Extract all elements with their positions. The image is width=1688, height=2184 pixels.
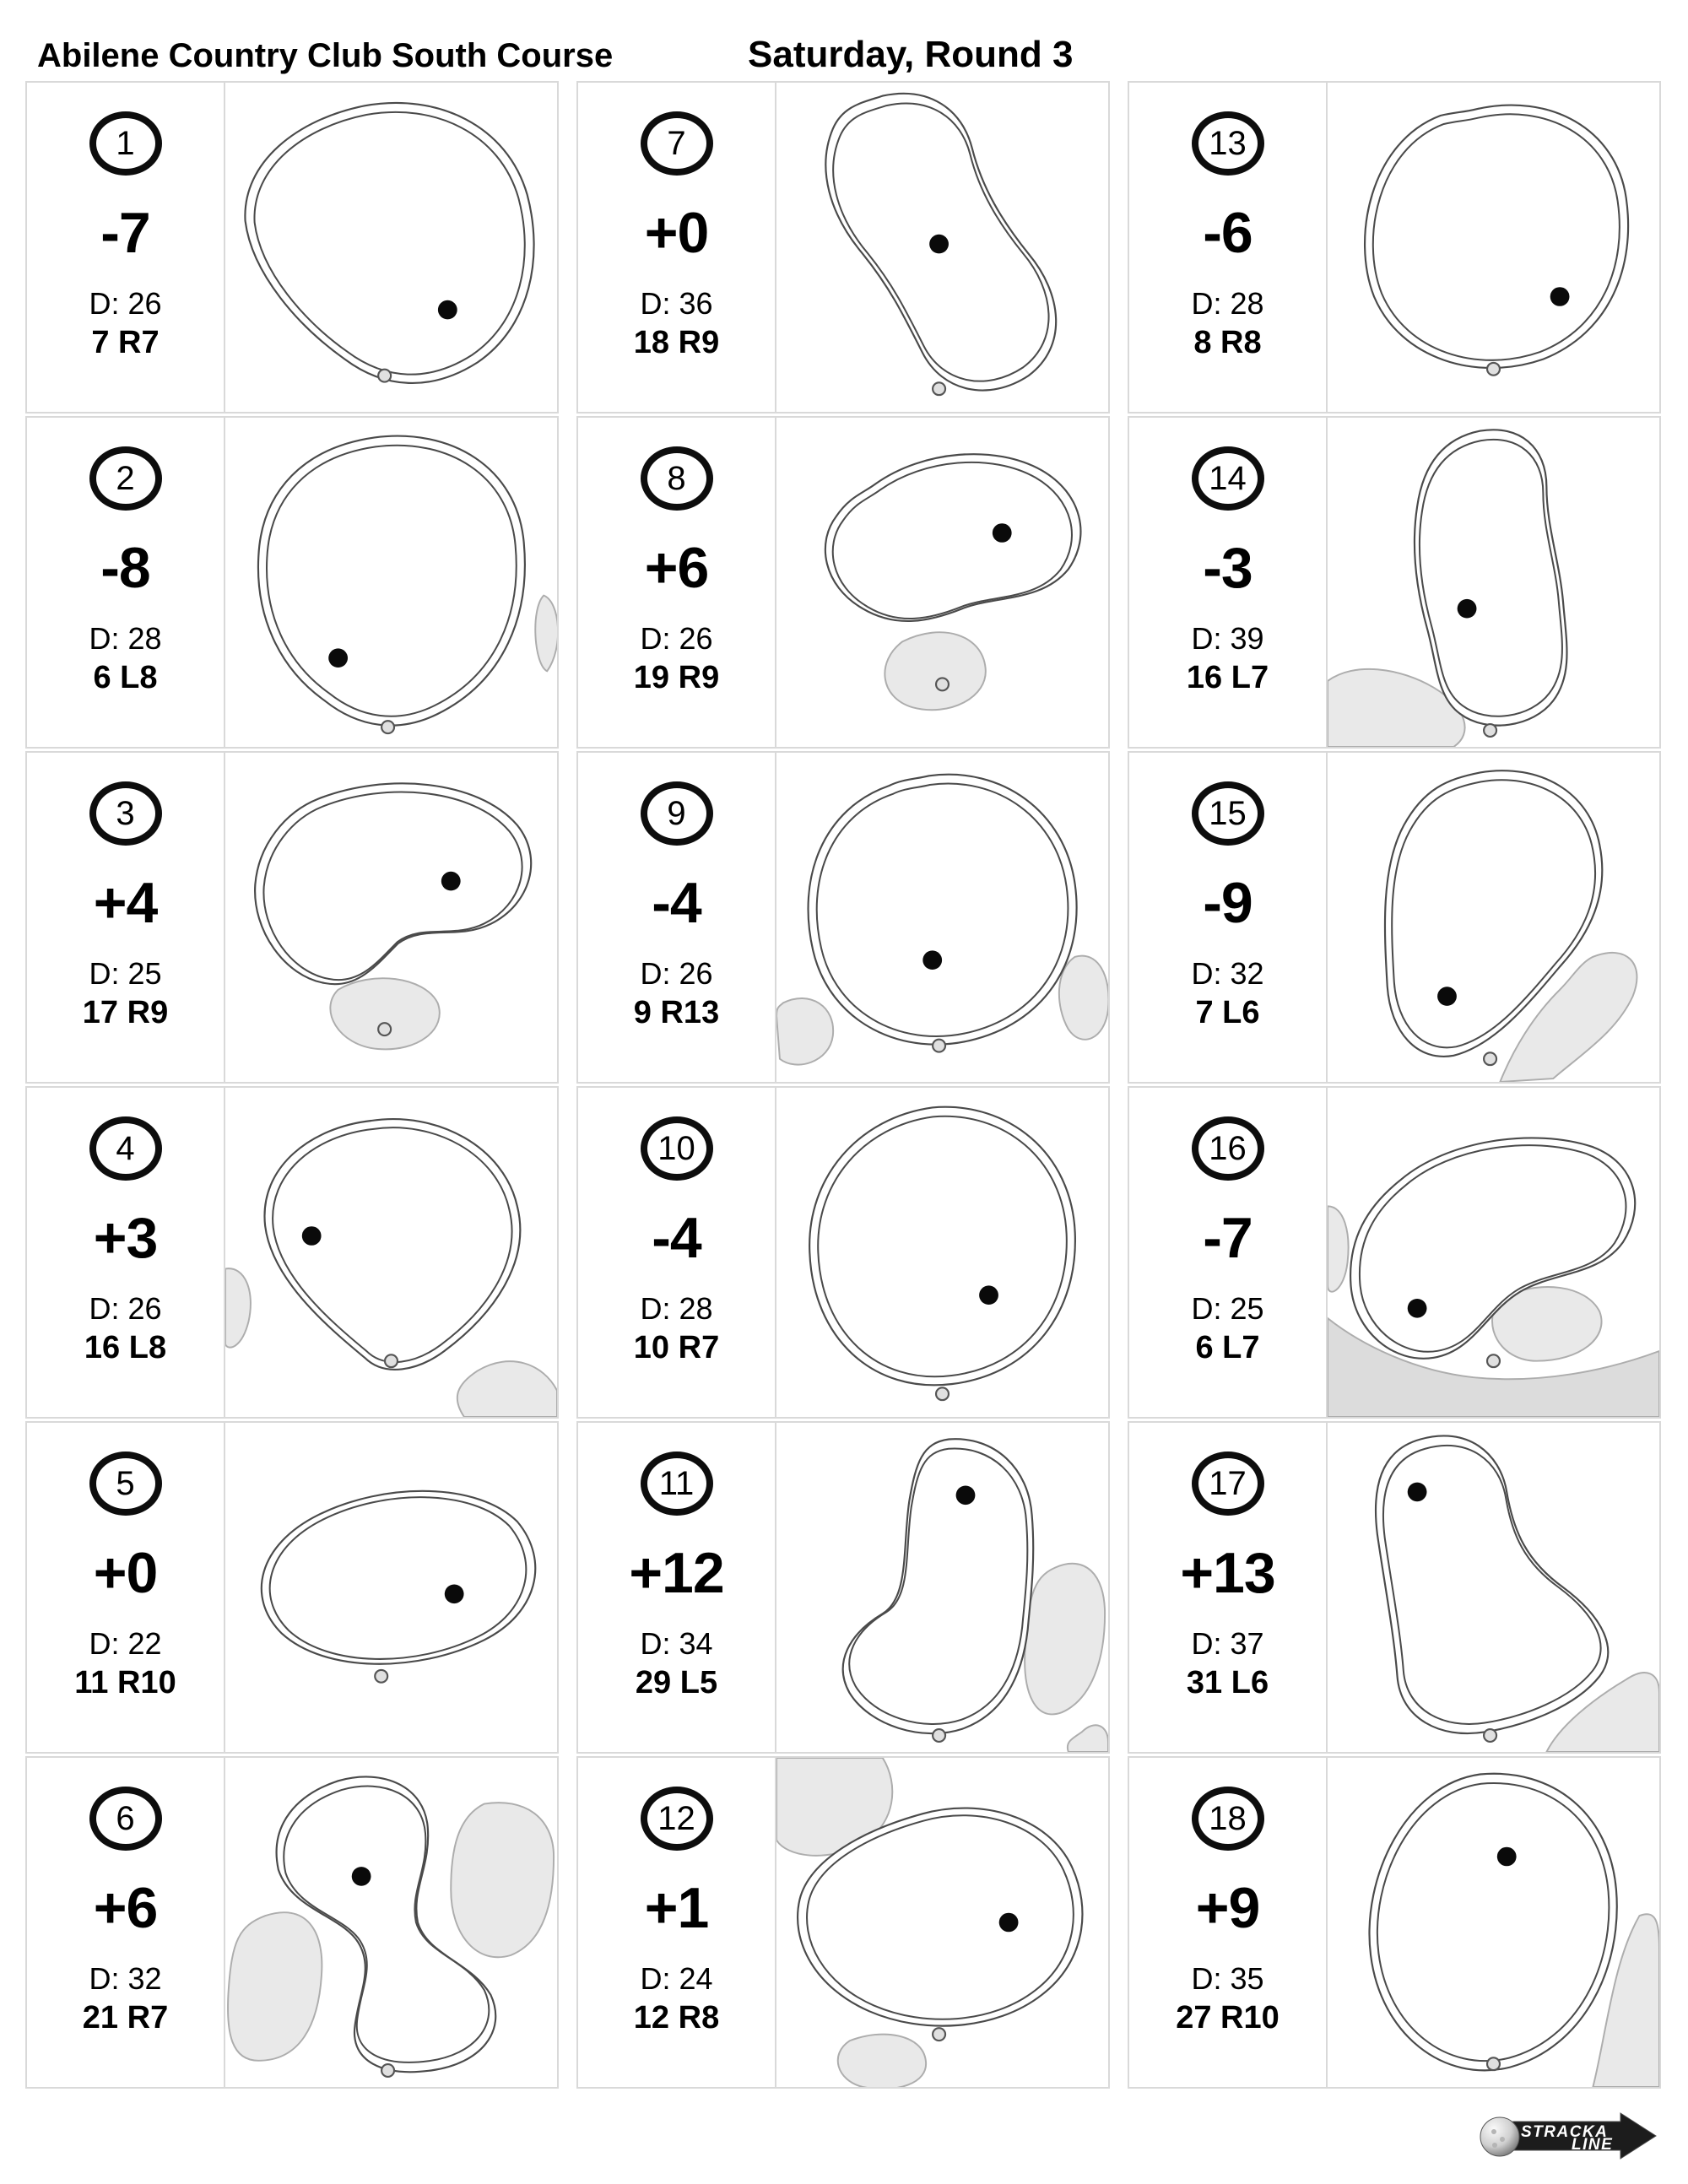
hole-info (27, 83, 224, 412)
pin-dot (1408, 1299, 1427, 1318)
green-outline-outer (1415, 430, 1567, 725)
green-map-svg (1328, 418, 1659, 747)
hole-number-badge (641, 1451, 713, 1516)
elevation-value: -7 (1203, 1206, 1252, 1270)
hole-number: 18 (1209, 1800, 1247, 1837)
green-map (1326, 753, 1659, 1082)
hole-number: 8 (667, 460, 686, 497)
hole-card (576, 416, 1110, 749)
pin-position: 7 L6 (1195, 994, 1260, 1030)
green-map-svg (225, 1088, 557, 1417)
pin-dot (1550, 287, 1570, 306)
green-map-svg (776, 1758, 1108, 2087)
bunker-shape (535, 596, 557, 672)
golf-ball-icon (1480, 2117, 1519, 2156)
pin-position: 18 R9 (633, 324, 720, 360)
front-marker-icon (381, 721, 394, 733)
green-map (775, 83, 1108, 412)
green-depth: D: 39 (1191, 621, 1264, 656)
elevation-value: +13 (1180, 1541, 1275, 1605)
green-depth: D: 25 (1191, 1291, 1264, 1326)
logo-text-line2: LINE (1572, 2136, 1614, 2154)
strackaline-logo (1477, 2111, 1659, 2160)
front-marker-icon (933, 382, 945, 395)
green-map (775, 418, 1108, 747)
hole-number: 4 (116, 1130, 135, 1167)
green-map-svg (225, 83, 557, 412)
green-map-svg (1328, 83, 1659, 412)
green-depth: D: 32 (89, 1961, 162, 1996)
hole-number-badge (641, 1116, 713, 1181)
green-map-svg (1328, 753, 1659, 1082)
strackaline-logo-svg (1477, 2111, 1659, 2160)
pin-dot (956, 1485, 976, 1505)
front-marker-icon (1484, 1052, 1496, 1065)
elevation-value: +3 (93, 1206, 158, 1270)
hole-info (578, 1423, 775, 1752)
front-marker-icon (375, 1670, 387, 1683)
bunker-shape (776, 998, 833, 1065)
hole-info (578, 1088, 775, 1417)
bunker-shape (330, 978, 439, 1049)
hole-info (27, 1423, 224, 1752)
hole-card (576, 1421, 1110, 1754)
hole-number: 6 (116, 1800, 135, 1837)
front-marker-icon (936, 1387, 949, 1400)
green-map (775, 1088, 1108, 1417)
green-map (224, 1088, 557, 1417)
hole-number-badge (641, 446, 713, 511)
pin-dot (1437, 987, 1457, 1006)
pin-dot (352, 1867, 371, 1886)
green-outline-outer (809, 775, 1077, 1045)
hole-card (576, 1086, 1110, 1419)
hole-info (1129, 418, 1326, 747)
pin-position: 16 L7 (1186, 659, 1269, 695)
hole-card (1128, 1086, 1661, 1419)
bunker-shape (1025, 1564, 1105, 1715)
hole-number: 16 (1209, 1130, 1247, 1167)
pin-position: 21 R7 (82, 1999, 169, 2035)
green-depth: D: 26 (640, 621, 713, 656)
pin-dot (1497, 1847, 1517, 1867)
green-map-svg (1328, 1088, 1659, 1417)
pin-dot (441, 872, 461, 891)
green-map (775, 753, 1108, 1082)
hole-number: 11 (658, 1465, 695, 1502)
green-map (224, 83, 557, 412)
hole-info (27, 753, 224, 1082)
hole-info (578, 418, 775, 747)
hole-number: 14 (1209, 460, 1247, 497)
front-marker-icon (933, 1040, 945, 1052)
pin-dot (993, 523, 1012, 543)
green-outline-outer (258, 436, 525, 726)
hole-number-badge (89, 781, 162, 846)
hole-number: 15 (1209, 795, 1247, 832)
elevation-value: +0 (644, 201, 709, 265)
front-marker-icon (381, 2064, 394, 2077)
pin-position: 9 R13 (633, 994, 720, 1030)
front-marker-icon (933, 1729, 945, 1742)
hole-number-badge (641, 1787, 713, 1851)
hole-number: 2 (116, 460, 135, 497)
bunker-shape (1059, 956, 1108, 1040)
pin-position: 12 R8 (633, 1999, 720, 2035)
course-title: Abilene Country Club South Course (37, 37, 614, 74)
hole-info (1129, 83, 1326, 412)
green-map (1326, 83, 1659, 412)
pin-position: 29 L5 (635, 1664, 718, 1700)
front-marker-icon (378, 370, 391, 382)
green-map-svg (776, 753, 1108, 1082)
elevation-value: +0 (93, 1541, 158, 1605)
hole-number-badge (89, 1787, 162, 1851)
golf-ball-dimple-icon (1491, 2129, 1496, 2134)
logo-text-line1: STRACKA (1521, 2123, 1609, 2141)
hole-number-badge (89, 1451, 162, 1516)
green-depth: D: 28 (640, 1291, 713, 1326)
hole-info (578, 753, 775, 1082)
green-map (775, 1758, 1108, 2087)
green-map (224, 1423, 557, 1752)
pin-position: 17 R9 (82, 994, 169, 1030)
green-outline-outer (825, 454, 1081, 621)
pin-position: 19 R9 (633, 659, 720, 695)
green-map-svg (1328, 1758, 1659, 2087)
green-map-svg (225, 418, 557, 747)
pin-dot (328, 648, 348, 668)
hole-card (576, 751, 1110, 1084)
green-outline-outer (245, 103, 533, 383)
hole-card (1128, 416, 1661, 749)
bunker-shape (228, 1912, 322, 2061)
hole-card (25, 1086, 559, 1419)
hole-number: 10 (657, 1130, 695, 1167)
hole-number: 17 (1209, 1465, 1247, 1502)
green-depth: D: 35 (1191, 1961, 1264, 1996)
green-map-svg (225, 1758, 557, 2087)
green-depth: D: 34 (640, 1626, 713, 1661)
pin-position: 8 R8 (1193, 324, 1262, 360)
elevation-value: -6 (1203, 201, 1252, 265)
hole-card (25, 751, 559, 1084)
green-map-svg (1328, 1423, 1659, 1752)
pin-dot (438, 300, 457, 320)
elevation-value: -3 (1203, 536, 1252, 600)
pin-position: 27 R10 (1176, 1999, 1280, 2035)
green-depth: D: 22 (89, 1626, 162, 1661)
pin-dot (302, 1226, 322, 1246)
pin-position: 31 L6 (1186, 1664, 1269, 1700)
bunker-shape (838, 2035, 926, 2087)
hole-card (576, 1756, 1110, 2089)
pin-dot (445, 1584, 464, 1603)
green-depth: D: 26 (89, 1291, 162, 1326)
front-marker-icon (933, 2028, 945, 2041)
pin-position: 6 L7 (1195, 1329, 1260, 1365)
green-depth: D: 36 (640, 286, 713, 321)
hole-number-badge (1192, 1116, 1264, 1181)
hole-number-badge (89, 1116, 162, 1181)
hole-number-badge (1192, 781, 1264, 846)
elevation-value: +6 (93, 1876, 158, 1940)
elevation-value: +4 (93, 871, 158, 935)
hole-number-badge (89, 111, 162, 176)
round-title: Saturday, Round 3 (748, 34, 1074, 75)
elevation-value: +1 (644, 1876, 709, 1940)
bunker-shape (1328, 1206, 1349, 1291)
hole-number-badge (89, 446, 162, 511)
pin-position: 11 R10 (74, 1664, 176, 1700)
hole-number-badge (641, 111, 713, 176)
holes-grid (25, 81, 1661, 2089)
page-header (25, 34, 1663, 86)
bunker-shape (885, 632, 985, 710)
pin-dot (929, 235, 949, 254)
green-map (224, 1758, 557, 2087)
pin-position: 7 R7 (91, 324, 160, 360)
front-marker-icon (385, 1354, 398, 1367)
front-marker-icon (1487, 2057, 1500, 2070)
front-marker-icon (936, 678, 949, 690)
front-marker-icon (1487, 363, 1500, 376)
hole-number: 7 (667, 125, 686, 162)
green-map (224, 753, 557, 1082)
green-map-svg (225, 1423, 557, 1752)
pin-dot (979, 1285, 998, 1305)
hole-info (27, 1758, 224, 2087)
hole-card (25, 416, 559, 749)
green-map-svg (776, 1423, 1108, 1752)
hole-info (27, 1088, 224, 1417)
green-depth: D: 28 (1191, 286, 1264, 321)
hole-number-badge (641, 781, 713, 846)
pin-dot (999, 1913, 1019, 1933)
hole-number-badge (1192, 1787, 1264, 1851)
elevation-value: +6 (644, 536, 709, 600)
hole-card (1128, 81, 1661, 414)
pin-dot (922, 950, 942, 970)
hole-info (1129, 1758, 1326, 2087)
green-depth: D: 25 (89, 956, 162, 991)
front-marker-icon (1487, 1354, 1500, 1367)
hole-info (1129, 753, 1326, 1082)
green-depth: D: 37 (1191, 1626, 1264, 1661)
pin-position: 6 L8 (93, 659, 158, 695)
hole-info (27, 418, 224, 747)
hole-number: 9 (667, 795, 686, 832)
bunker-shape (457, 1361, 557, 1417)
hole-card (1128, 1421, 1661, 1754)
hole-info (578, 1758, 775, 2087)
hole-info (1129, 1088, 1326, 1417)
elevation-value: -8 (100, 536, 150, 600)
elevation-value: +9 (1195, 1876, 1260, 1940)
green-depth: D: 26 (89, 286, 162, 321)
elevation-value: -4 (652, 871, 701, 935)
front-marker-icon (1484, 724, 1496, 737)
green-map-svg (225, 753, 557, 1082)
green-map-svg (776, 418, 1108, 747)
green-outline-outer (843, 1439, 1033, 1733)
green-map (1326, 1423, 1659, 1752)
hole-number: 3 (116, 795, 135, 832)
green-map (1326, 1088, 1659, 1417)
green-map (1326, 1758, 1659, 2087)
elevation-value: -7 (100, 201, 150, 265)
pin-dot (1458, 599, 1477, 619)
green-map-svg (776, 1088, 1108, 1417)
green-map (775, 1423, 1108, 1752)
hole-card (1128, 1756, 1661, 2089)
green-outline-outer (1370, 1774, 1617, 2071)
golf-ball-dimple-icon (1500, 2137, 1505, 2142)
front-marker-icon (1484, 1729, 1496, 1742)
hole-card (576, 81, 1110, 414)
golf-ball-dimple-icon (1492, 2143, 1497, 2148)
green-depth: D: 24 (640, 1961, 713, 1996)
hole-number: 13 (1209, 125, 1247, 162)
green-outline-outer (809, 1107, 1075, 1386)
hole-card (1128, 751, 1661, 1084)
pin-position: 16 L8 (84, 1329, 167, 1365)
bunker-shape (1068, 1725, 1108, 1752)
green-depth: D: 26 (640, 956, 713, 991)
elevation-value: +12 (629, 1541, 724, 1605)
green-map (224, 418, 557, 747)
hole-info (578, 83, 775, 412)
green-depth: D: 28 (89, 621, 162, 656)
hole-number-badge (1192, 446, 1264, 511)
elevation-value: -4 (652, 1206, 701, 1270)
hole-info (1129, 1423, 1326, 1752)
hole-number-badge (1192, 111, 1264, 176)
green-depth: D: 32 (1191, 956, 1264, 991)
pin-dot (1408, 1483, 1427, 1502)
front-marker-icon (378, 1023, 391, 1035)
hole-card (25, 1756, 559, 2089)
bunker-shape (451, 1803, 554, 1957)
hole-number-badge (1192, 1451, 1264, 1516)
pin-position: 10 R7 (633, 1329, 720, 1365)
hole-number: 5 (116, 1465, 135, 1502)
elevation-value: -9 (1203, 871, 1252, 935)
green-outline-outer (262, 1491, 535, 1664)
hole-number: 12 (657, 1800, 695, 1837)
hole-card (25, 1421, 559, 1754)
hole-number: 1 (116, 125, 135, 162)
green-map-svg (776, 83, 1108, 412)
hole-card (25, 81, 559, 414)
bunker-shape (225, 1268, 251, 1347)
green-map (1326, 418, 1659, 747)
